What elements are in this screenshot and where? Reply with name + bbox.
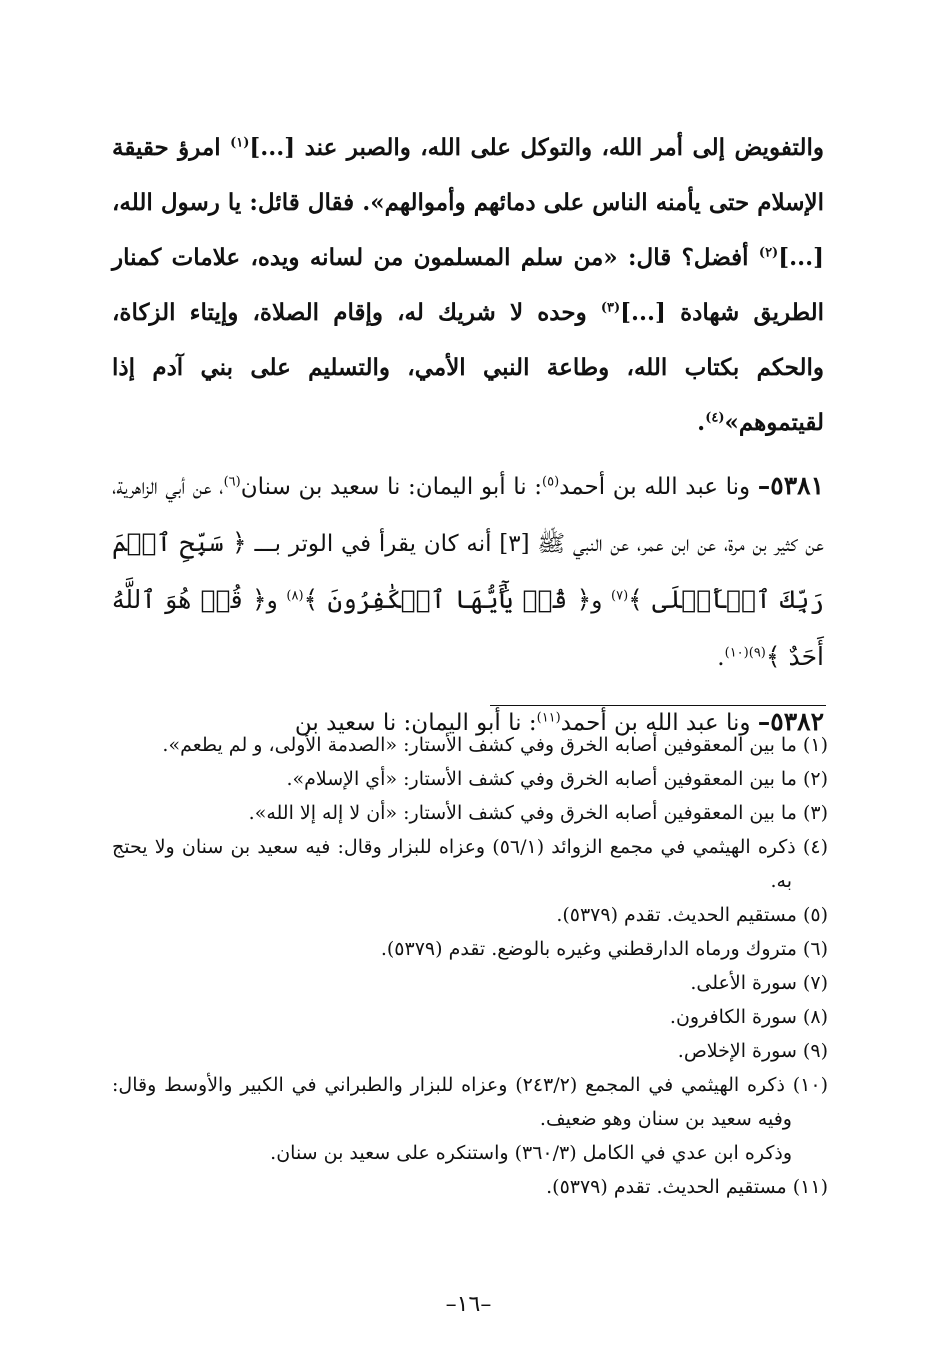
hadith-5381 xyxy=(112,458,824,686)
footnote-8: (٨) سورة الكافرون. xyxy=(669,1006,828,1028)
footnote-ref-8[interactable]: (٨) xyxy=(286,588,304,604)
paragraph-continuation xyxy=(112,120,824,450)
text-run: والتفويض إلى أمر الله، والتوكل على الله، والصبر عند [...] xyxy=(249,134,825,161)
text-run: و xyxy=(266,588,287,614)
footnote-ref-7[interactable]: (٧) xyxy=(611,588,629,604)
text-run: أفضل؟ قال: «من سلم المسلمون من لسانه ويده، علامات كمنار الطريق شهادة [...] xyxy=(112,244,824,326)
footnote-9: (٩) سورة الإخلاص. xyxy=(677,1040,828,1062)
footnote-11: (١١) مستقيم الحديث. تقدم (٥٣٧٩). xyxy=(546,1176,828,1198)
footnotes xyxy=(112,728,828,1204)
text-run: : نا أبو اليمان: نا سعيد بن سنان xyxy=(240,474,543,500)
quran-verse: ﴿ قُلۡ يَٰٓأَيُّهَا ٱلۡكَٰفِرُونَ ﴾ xyxy=(303,585,592,614)
footnote-ref-3[interactable]: (٣) xyxy=(600,300,621,316)
footnote-10-continuation: وذكره ابن عدي في الكامل (٣٦٠/٣) واستنكره على سعيد بن سنان. xyxy=(270,1142,792,1164)
footnote-5: (٥) مستقيم الحديث. تقدم (٥٣٧٩). xyxy=(556,904,828,926)
page-number: –١٦– xyxy=(445,1292,492,1317)
text-run: . xyxy=(717,645,725,671)
footnote-ref-9-10[interactable]: (٩)(١٠) xyxy=(724,645,766,661)
footnote-ref-5[interactable]: (٥) xyxy=(542,474,560,490)
text-run: : نا أبو اليمان: نا سعيد بن xyxy=(294,710,537,736)
text-run: ونا عبد الله بن أحمد xyxy=(559,474,758,500)
hadith-number: ٥٣٨٢– xyxy=(757,707,824,736)
text-run: ونا عبد الله بن أحمد xyxy=(560,710,758,736)
hadith-number: ٥٣٨١– xyxy=(757,471,824,500)
quran-verse: ﴿ سَبِّحِ ٱسۡمَ رَبِّكَ ٱلۡأَعۡلَى ﴾ xyxy=(112,528,824,614)
footnote-ref-6[interactable]: (٦) xyxy=(223,474,241,490)
main-text xyxy=(112,120,824,759)
text-run: امرؤ حقيقة الإسلام حتى يأمنه الناس على دمائهم وأموالهم». فقال قائل: يا رسول الله،[...] xyxy=(112,134,824,271)
footnote-ref-1[interactable]: (١) xyxy=(230,135,250,151)
footnote-ref-2[interactable]: (٢) xyxy=(758,245,779,261)
footnote-separator xyxy=(490,705,826,706)
footnote-2: (٢) ما بين المعقوفين أصابه الخرق وفي كشف الأستار: «أي الإسلام». xyxy=(286,768,828,790)
footnote-7: (٧) سورة الأعلى. xyxy=(690,972,828,994)
footnote-1: (١) ما بين المعقوفين أصابه الخرق وفي كشف الأستار: «الصدمة الأولى، و لم يطعم». xyxy=(162,734,828,756)
footnote-10: (١٠) ذكره الهيثمي في المجمع (٢٤٣/٢) وعزاه للبزار والطبراني في الكبير والأوسط وقال: وفيه سعيد بن سنان وهو ضعيف. xyxy=(112,1074,828,1130)
footnote-ref-4[interactable]: (٤) xyxy=(705,410,725,426)
footnote-3: (٣) ما بين المعقوفين أصابه الخرق وفي كشف الأستار: «أن لا إله إلا الله». xyxy=(248,802,828,824)
text-run: و xyxy=(591,588,612,614)
footnote-ref-11[interactable]: (١١) xyxy=(536,710,561,726)
quran-verse: ﴿ قُلۡ هُوَ ٱللَّهُ أَحَدٌ ﴾ xyxy=(112,585,824,671)
text-run: . xyxy=(697,409,706,436)
footnote-4: (٤) ذكره الهيثمي في مجمع الزوائد (٥٦/١) وعزاه للبزار وقال: فيه سعيد بن سنان ولا يحتج به. xyxy=(112,836,828,892)
footnote-6: (٦) متروك ورماه الدارقطني وغيره بالوضع. تقدم (٥٣٧٩). xyxy=(380,938,828,960)
text-run: وحده لا شريك له، وإقام الصلاة، وإيتاء الزكاة، والحكم بكتاب الله، وطاعة النبي الأمي، والتسليم على بني آدم إذا لقيتموهم» xyxy=(112,299,824,436)
text-run: ، عن أبي الزاهرية، عن كثير بن مرة، عن ابن عمر، عن النبي ﷺ [٣] أنه كان يقرأ في الوتر بـــ xyxy=(112,474,824,557)
